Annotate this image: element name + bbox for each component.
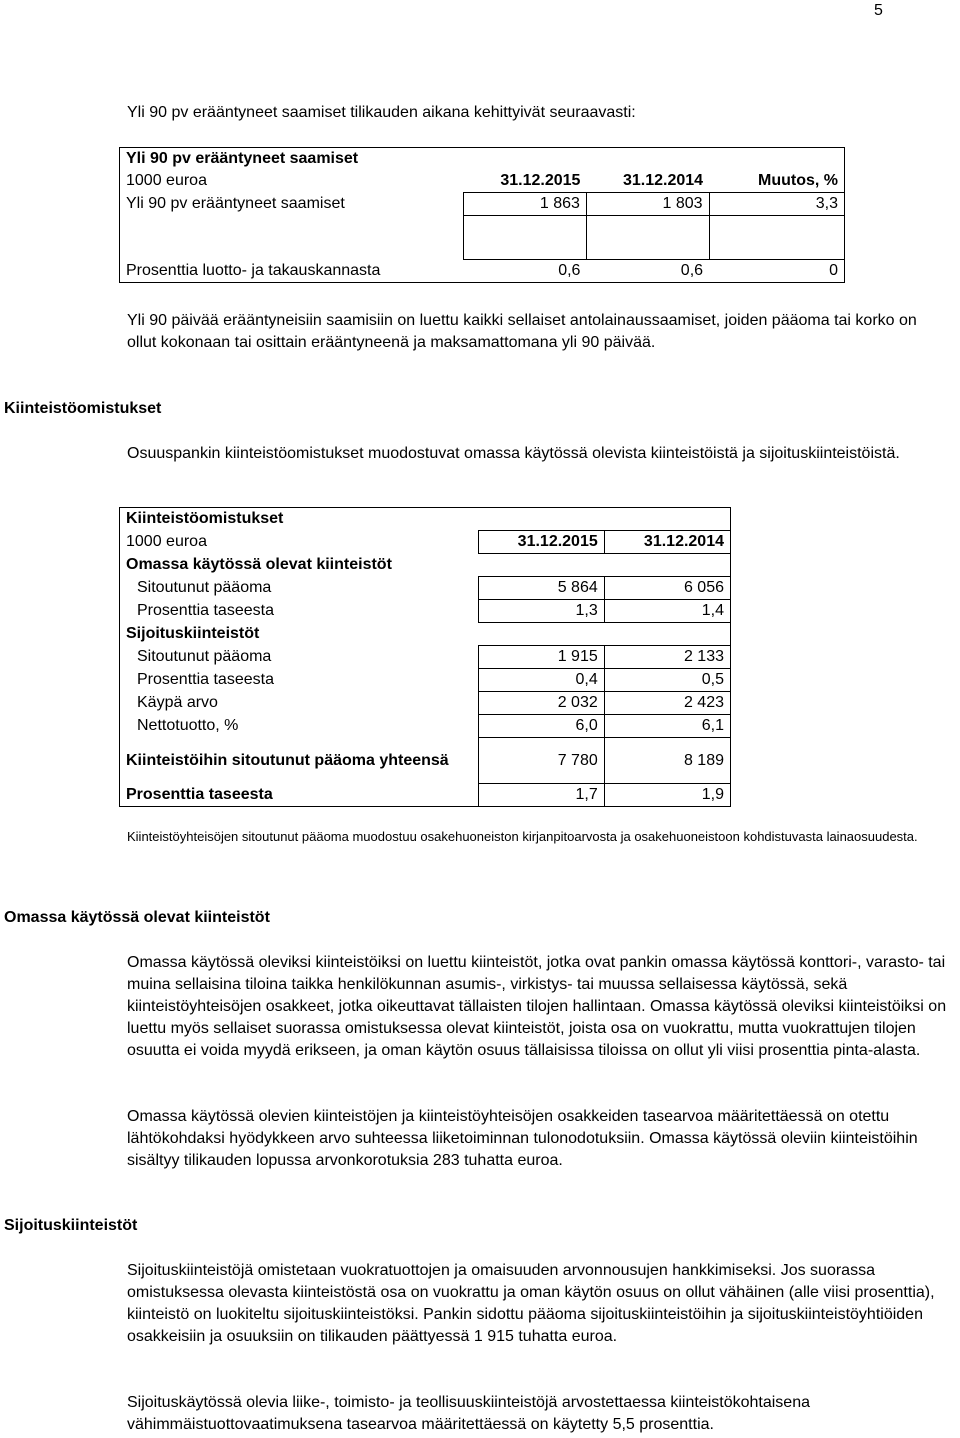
table-row <box>120 669 731 692</box>
row-label: Sitoutunut pääoma <box>137 579 272 596</box>
intro-text: Yli 90 pv erääntyneet saamiset tilikauden aikana kehittyivät seuraavasti: <box>127 104 636 121</box>
section-heading-property: Kiinteistöomistukset <box>4 400 162 417</box>
row-label: Nettotuotto, % <box>137 717 239 734</box>
table-row <box>120 738 731 784</box>
property-table-note: Kiinteistöyhteisöjen sitoutunut pääoma muodostuu osakehuoneiston kirjanpitoarvosta ja osakehuoneistoon kohdistuvasta lainaosuudesta. <box>127 829 918 844</box>
value-change: 0 <box>829 262 838 279</box>
section-heading-own-use: Omassa käytössä olevat kiinteistöt <box>4 909 270 926</box>
row-label: Sitoutunut pääoma <box>137 648 272 665</box>
overdue-receivables-table <box>119 147 845 283</box>
row-label: Prosenttia taseesta <box>137 671 274 688</box>
table-row <box>120 715 731 738</box>
value-change: 3,3 <box>709 193 844 216</box>
table-row <box>120 600 731 623</box>
table-row <box>120 193 845 216</box>
table-row <box>120 784 731 807</box>
value-2014: 6 056 <box>604 577 730 600</box>
total-label: Kiinteistöihin sitoutunut pääoma yhteensä <box>126 751 449 769</box>
value-2014: 0,5 <box>604 669 730 692</box>
table1-unit: 1000 euroa <box>126 172 207 190</box>
value-2015: 0,4 <box>478 669 604 692</box>
value-2014: 2 423 <box>604 692 730 715</box>
property-holdings-table <box>119 507 731 807</box>
value-2014: 6,1 <box>604 715 730 738</box>
table2-unit: 1000 euroa <box>126 533 207 550</box>
own-use-paragraph-1: Omassa käytössä oleviksi kiinteistöiksi on luettu kiinteistöt, jotka ovat pankin omassa käytössä konttori-, varasto- tai muina sellaisina tiloina taikka henkilökunnan asumis-, virkistys- tai muussa sellaisessa käytössä, sekä kiinteistöyhteisöjen osakkeet, jotka oikeuttavat tällaisten tilojen hallintaan. Omassa käytössä oleviksi kiinteistöiksi on luettu myös sellaiset suorassa omistuksessa olevat kiinteistöt, joista osa on vuokrattu, mutta vuokrattujen tilojen osuutta ei voida myydä erikseen, ja oman käytön osuus tällaisissa tiloissa on ollut yli viisi prosenttia pinta-alasta. <box>127 954 947 1059</box>
value-2015: 0,6 <box>558 262 581 279</box>
overdue-note: Yli 90 päivää erääntyneisiin saamisiin on luettu kaikki sellaiset antolainaussaamiset, joiden pääoma tai korko on ollut kokonaan tai osittain erääntyneenä ja maksamattomana yli 90 päivää. <box>127 312 917 351</box>
investment-paragraph-2: Sijoituskäytössä olevia liike-, toimisto- ja teollisuuskiinteistöjä arvostettaessa kiinteistökohtaisena vähimmäistuottovaatimuksena tasearvoa määritettäessä on käytetty 5,5 prosenttia. <box>127 1394 810 1433</box>
value-2015: 6,0 <box>478 715 604 738</box>
table1-col-2014: 31.12.2014 <box>622 172 704 189</box>
value-2014: 2 133 <box>604 646 730 669</box>
table1-col-change: Muutos, % <box>758 172 838 189</box>
pct-2014: 1,9 <box>604 784 730 807</box>
total-2015: 7 780 <box>478 738 604 784</box>
table-row <box>120 260 845 283</box>
value-2014: 0,6 <box>680 262 704 279</box>
own-use-paragraph-2: Omassa käytössä olevien kiinteistöjen ja kiinteistöyhteisöjen osakkeiden tasearvoa määritettäessä on otettu lähtökohdaksi hyödykkeen arvo suhteessa liiketoiminnan tulonodotuksiin. Omassa käytössä oleviin kiinteistöihin sisältyy tilikauden lopussa arvonkorotuksia 283 tuhatta euroa. <box>127 1108 918 1169</box>
table2-title: Kiinteistöomistukset <box>126 510 284 527</box>
pct-label: Prosenttia taseesta <box>126 785 273 803</box>
section-heading-investment: Sijoituskiinteistöt <box>4 1217 138 1234</box>
group-investment: Sijoituskiinteistöt <box>126 625 260 642</box>
value-2014: 1 803 <box>586 193 709 216</box>
row-label: Yli 90 pv erääntyneet saamiset <box>126 195 345 212</box>
value-2015: 1 863 <box>464 193 587 216</box>
table-row <box>120 692 731 715</box>
table-row <box>120 646 731 669</box>
value-2015: 2 032 <box>478 692 604 715</box>
value-2014: 1,4 <box>604 600 730 623</box>
row-label: Prosenttia taseesta <box>137 602 274 619</box>
investment-paragraph-1: Sijoituskiinteistöjä omistetaan vuokratuottojen ja omaisuuden arvonnousujen hankkimiseksi. Jos suorassa omistuksessa olevasta kiinteistöstä osa on vuokrattu ja oman käytön osuus on ollut vähäinen (alle viisi prosenttia), kiinteistö on luokiteltu sijoituskiinteistöksi. Pankin sidottu pääoma sijoituskiinteistöihin ja sijoituskiinteistöyhtiöiden osakkeisiin ja osuuksiin on tilikauden päättyessä 1 915 tuhatta euroa. <box>127 1262 935 1345</box>
total-2014: 8 189 <box>604 738 730 784</box>
page-number: 5 <box>874 2 883 19</box>
row-label: Käypä arvo <box>137 694 218 711</box>
row-label: Prosenttia luotto- ja takauskannasta <box>126 261 381 279</box>
group-own-use: Omassa käytössä olevat kiinteistöt <box>126 556 392 573</box>
value-2015: 1,3 <box>478 600 604 623</box>
table1-title: Yli 90 pv erääntyneet saamiset <box>126 150 359 167</box>
table2-col-2015: 31.12.2015 <box>478 531 604 554</box>
value-2015: 1 915 <box>478 646 604 669</box>
table2-col-2014: 31.12.2014 <box>604 531 730 554</box>
pct-2015: 1,7 <box>478 784 604 807</box>
property-intro-text: Osuuspankin kiinteistöomistukset muodostuvat omassa käytössä olevista kiinteistöistä ja sijoituskiinteistöistä. <box>127 445 900 462</box>
value-2015: 5 864 <box>478 577 604 600</box>
table1-col-2015: 31.12.2015 <box>500 172 581 189</box>
table-row <box>120 577 731 600</box>
